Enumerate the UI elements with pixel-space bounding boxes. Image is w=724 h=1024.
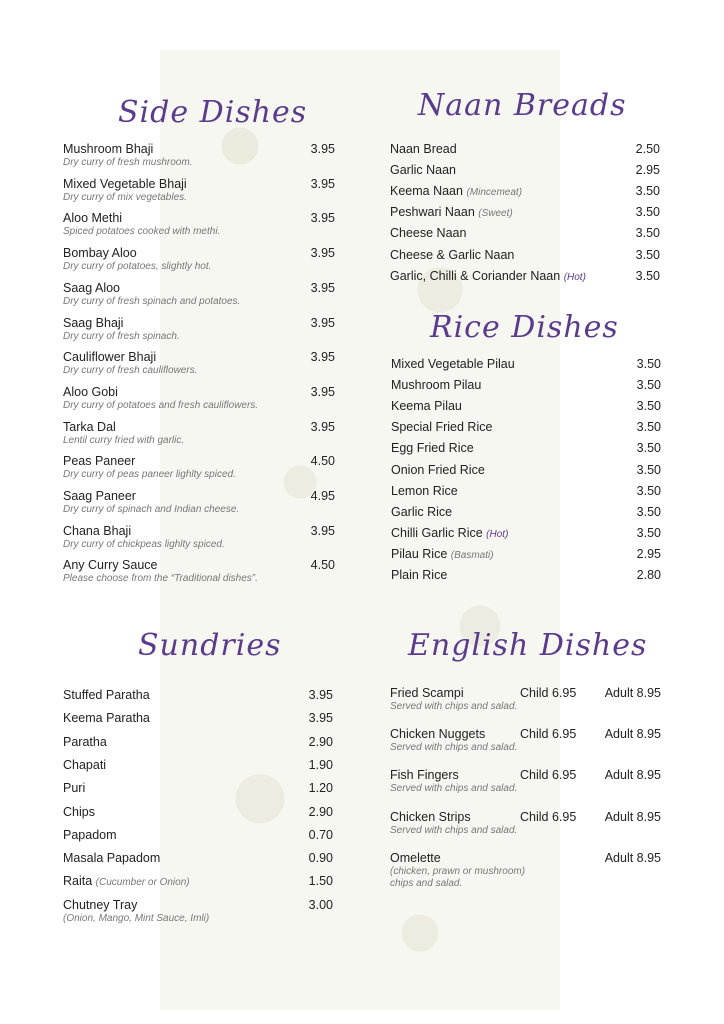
rice-item [391, 463, 661, 477]
rice-row [391, 441, 661, 455]
side-dish-price: 3.95 [310, 419, 335, 434]
side-dish-name: Tarka Dal [63, 419, 116, 434]
naan-item [390, 163, 660, 177]
sundry-name: Puri [63, 781, 86, 796]
rice-name-group [391, 420, 492, 434]
english-dish-adult-price: Adult 8.95 [604, 727, 661, 742]
naan-row [390, 205, 660, 219]
sundry-price: 3.95 [308, 688, 333, 702]
side-dish-description: Dry curry of spinach and Indian cheese. [63, 504, 240, 515]
rice-row [391, 420, 661, 434]
side-dish-item [63, 454, 335, 480]
side-dish-description: Dry curry of fresh spinach. [63, 330, 180, 342]
side-dish-price: 3.95 [310, 523, 335, 538]
rice-name: Chilli Garlic Rice [391, 525, 483, 540]
sundries-heading: Sundries [138, 628, 282, 663]
naan-item [390, 226, 660, 240]
english-dish-item [390, 768, 661, 794]
sundry-row [63, 805, 333, 819]
english-dish-item [390, 851, 661, 889]
side-dish-description: Dry curry of fresh mushroom. [63, 157, 193, 168]
side-dish-description: Dry curry of mix vegetables. [63, 191, 187, 203]
rice-row [391, 463, 661, 477]
side-dish-item [63, 281, 335, 307]
rice-row [391, 526, 661, 540]
english-dish-name: Chicken Nuggets [390, 727, 486, 742]
rice-item [391, 441, 661, 455]
naan-name-group [390, 142, 457, 156]
rice-row [391, 484, 661, 498]
naan-price: 3.50 [635, 226, 660, 241]
rice-name: Onion Fried Rice [391, 462, 485, 477]
side-dish-name: Saag Aloo [63, 280, 120, 295]
naan-row [390, 184, 660, 198]
side-dish-description: Dry curry of fresh cauliflowers. [63, 365, 198, 377]
sundry-row [63, 874, 333, 888]
side-dish-row [63, 489, 335, 503]
english-dish-description: Served with chips and salad. [390, 824, 518, 836]
rice-item [391, 378, 661, 392]
naan-row [390, 226, 660, 240]
sundry-name: Chapati [63, 757, 107, 772]
side-dish-item [63, 246, 335, 272]
side-dish-name: Mushroom Bhaji [63, 142, 154, 156]
side-dish-item [63, 489, 335, 515]
naan-note: (Mincemeat) [466, 187, 523, 199]
side-dish-description: Dry curry of potatoes, slightly hot. [63, 261, 212, 273]
side-dish-price: 4.50 [310, 558, 335, 573]
sundry-name-group [63, 805, 95, 819]
rice-name: Garlic Rice [391, 504, 453, 519]
side-dish-name: Chana Bhaji [63, 523, 132, 538]
side-dish-row [63, 142, 335, 156]
sundry-row [63, 898, 333, 912]
sundry-name: Paratha [63, 734, 107, 749]
rice-price: 2.80 [636, 568, 661, 582]
sundry-item [63, 898, 333, 924]
side-dish-price: 3.95 [310, 315, 335, 330]
side-dish-description: Dry curry of potatoes and fresh cauliflowers. [63, 399, 259, 411]
side-dish-row [63, 281, 335, 295]
side-dish-price: 4.95 [310, 489, 335, 503]
side-dish-price: 3.95 [310, 384, 335, 399]
rice-name-group [391, 399, 462, 413]
english-dish-item [390, 810, 661, 836]
side-dish-description: Please choose from the “Traditional dishes”. [63, 573, 258, 585]
english-dish-child-price: Child 6.95 [520, 768, 577, 783]
naan-price: 2.95 [635, 163, 660, 178]
rice-item [391, 547, 661, 561]
english-dish-description-2: chips and salad. [390, 877, 463, 889]
sundry-price: 1.90 [308, 757, 333, 772]
rice-item [391, 357, 661, 371]
rice-name-group [391, 357, 515, 371]
sundry-name-group [63, 828, 117, 842]
english-dish-child-price: Child 6.95 [520, 809, 577, 824]
sundry-name-group [63, 874, 190, 888]
english-dish-row [390, 768, 661, 782]
rice-name: Keema Pilau [391, 399, 462, 414]
side-dish-price: 3.95 [310, 176, 335, 191]
rice-row [391, 378, 661, 392]
naan-name-group [390, 226, 466, 240]
side-dish-price: 4.50 [310, 454, 335, 469]
rice-name-group [391, 547, 494, 561]
side-dish-name: Saag Paneer [63, 489, 136, 503]
naan-item [390, 248, 660, 262]
english-dish-child-price: Child 6.95 [520, 727, 577, 742]
sundry-note: (Cucumber or Onion) [95, 877, 190, 889]
naan-item [390, 184, 660, 198]
english-dishes-heading: English Dishes [408, 628, 648, 663]
sundry-name: Chips [63, 804, 95, 819]
sundry-row [63, 711, 333, 725]
sundry-row [63, 851, 333, 865]
side-dish-name: Peas Paneer [63, 454, 136, 469]
sundry-name: Keema Paratha [63, 711, 150, 726]
side-dish-price: 3.95 [310, 246, 335, 261]
side-dish-row [63, 246, 335, 260]
naan-row [390, 269, 660, 283]
side-dish-description: Dry curry of fresh spinach and potatoes. [63, 295, 241, 307]
rice-price: 3.50 [636, 462, 661, 477]
rice-name: Plain Rice [391, 568, 448, 582]
sundry-name-group [63, 781, 85, 795]
side-dishes-heading: Side Dishes [118, 95, 308, 130]
side-dish-item [63, 385, 335, 411]
rice-row [391, 547, 661, 561]
rice-name: Pilau Rice [391, 546, 448, 561]
rice-name-group [391, 463, 485, 477]
sundry-name: Chutney Tray [63, 897, 138, 912]
naan-price: 3.50 [635, 247, 660, 262]
sundry-name-group [63, 851, 160, 865]
english-dish-adult-price: Adult 8.95 [604, 768, 661, 783]
sundry-name: Masala Papadom [63, 851, 161, 866]
rice-row [391, 357, 661, 371]
naan-name-group [390, 184, 522, 198]
rice-note: (Hot) [486, 528, 509, 540]
naan-name: Cheese & Garlic Naan [390, 247, 515, 262]
rice-name-group [391, 441, 474, 455]
side-dish-description: Lentil curry fried with garlic. [63, 434, 185, 446]
sundry-price: 0.70 [308, 827, 333, 842]
naan-item [390, 269, 660, 283]
naan-item [390, 205, 660, 219]
sundry-name: Raita [63, 874, 93, 889]
rice-name: Mixed Vegetable Pilau [391, 357, 515, 371]
sundry-item [63, 688, 333, 702]
side-dish-name: Aloo Methi [63, 211, 123, 226]
english-dish-child-price: Child 6.95 [520, 686, 577, 700]
rice-note: (Basmati) [450, 549, 494, 561]
side-dish-row [63, 316, 335, 330]
english-dish-row [390, 810, 661, 824]
sundry-row [63, 735, 333, 749]
sundry-item [63, 758, 333, 772]
english-dish-item [390, 686, 661, 712]
rice-item [391, 399, 661, 413]
naan-row [390, 248, 660, 262]
side-dish-name: Mixed Vegetable Bhaji [63, 176, 187, 191]
english-dish-row [390, 686, 661, 700]
sundry-item [63, 874, 333, 888]
side-dish-item [63, 142, 335, 168]
side-dish-price: 3.95 [310, 142, 335, 156]
rice-name: Egg Fried Rice [391, 441, 474, 456]
sundry-name-group [63, 735, 107, 749]
english-dish-name: Omelette [390, 850, 441, 865]
sundry-price: 1.50 [308, 874, 333, 889]
rice-name-group [391, 526, 508, 540]
sundry-price: 2.90 [308, 734, 333, 749]
sundry-item [63, 711, 333, 725]
english-dish-description: Served with chips and salad. [390, 783, 518, 795]
rice-name-group [391, 378, 481, 392]
rice-price: 3.50 [636, 504, 661, 519]
rice-row [391, 505, 661, 519]
sundry-name-group [63, 711, 150, 725]
side-dish-price: 3.95 [310, 350, 335, 365]
sundry-row [63, 828, 333, 842]
side-dish-row [63, 211, 335, 225]
sundry-row [63, 781, 333, 795]
side-dish-item [63, 420, 335, 446]
naan-name: Naan Bread [390, 142, 457, 156]
naan-breads-heading: Naan Breads [418, 88, 627, 123]
naan-name: Garlic, Chilli & Coriander Naan [390, 268, 561, 283]
sundry-price: 3.00 [308, 897, 333, 912]
side-dish-price: 3.95 [310, 211, 335, 226]
naan-note: (Sweet) [478, 208, 513, 220]
english-dish-item [390, 727, 661, 753]
rice-name-group [391, 484, 458, 498]
sundry-item [63, 735, 333, 749]
naan-price: 3.50 [635, 268, 660, 283]
naan-row [390, 163, 660, 177]
sundry-item [63, 805, 333, 819]
naan-name: Garlic Naan [390, 163, 456, 178]
english-dish-row [390, 727, 661, 741]
sundry-item [63, 828, 333, 842]
side-dish-description: Dry curry of chickpeas lighlty spiced. [63, 538, 225, 550]
naan-item [390, 142, 660, 156]
naan-note: (Hot) [563, 271, 586, 283]
sundry-price: 0.90 [308, 851, 333, 866]
side-dish-name: Bombay Aloo [63, 246, 137, 261]
sundry-row [63, 688, 333, 702]
side-dish-item [63, 558, 335, 584]
sundry-row [63, 758, 333, 772]
side-dish-item [63, 350, 335, 376]
rice-item [391, 420, 661, 434]
rice-price: 2.95 [636, 546, 661, 561]
rice-name: Special Fried Rice [391, 420, 493, 435]
naan-name: Keema Naan [390, 184, 463, 199]
rice-row [391, 399, 661, 413]
side-dish-name: Cauliflower Bhaji [63, 350, 157, 365]
side-dish-price: 3.95 [310, 280, 335, 295]
sundry-price: 1.20 [308, 781, 333, 796]
rice-name-group [391, 568, 447, 582]
side-dish-row [63, 524, 335, 538]
sundry-item [63, 851, 333, 865]
rice-price: 3.50 [636, 357, 661, 371]
english-dish-description: (chicken, prawn or mushroom) [390, 865, 526, 877]
rice-price: 3.50 [636, 483, 661, 498]
rice-item [391, 505, 661, 519]
english-dish-adult-price: Adult 8.95 [604, 850, 661, 865]
side-dish-row [63, 420, 335, 434]
sundry-name-group [63, 688, 150, 702]
english-dish-row [390, 851, 661, 865]
rice-price: 3.50 [636, 420, 661, 435]
english-dish-adult-price: Adult 8.95 [604, 686, 661, 700]
rice-price: 3.50 [636, 399, 661, 414]
english-dish-name: Chicken Strips [390, 809, 471, 824]
side-dish-row [63, 177, 335, 191]
side-dish-row [63, 558, 335, 572]
rice-name-group [391, 505, 452, 519]
sundry-description: (Onion, Mango, Mint Sauce, Imli) [63, 912, 210, 924]
naan-name-group [390, 248, 514, 262]
english-dish-description: Served with chips and salad. [390, 701, 518, 712]
side-dish-item [63, 177, 335, 203]
sundry-item [63, 781, 333, 795]
sundry-name: Papadom [63, 827, 117, 842]
naan-price: 3.50 [635, 205, 660, 220]
rice-price: 3.50 [636, 441, 661, 456]
english-dish-name: Fish Fingers [390, 768, 459, 783]
naan-price: 3.50 [635, 184, 660, 199]
naan-row [390, 142, 660, 156]
rice-price: 3.50 [636, 525, 661, 540]
sundry-name: Stuffed Paratha [63, 688, 150, 702]
rice-price: 3.50 [636, 378, 661, 393]
sundry-price: 2.90 [308, 804, 333, 819]
side-dish-row [63, 385, 335, 399]
sundry-name-group [63, 898, 137, 912]
side-dish-description: Spiced potatoes cooked with methi. [63, 226, 221, 238]
side-dish-name: Any Curry Sauce [63, 558, 158, 573]
rice-name: Mushroom Pilau [391, 378, 482, 393]
rice-item [391, 568, 661, 582]
sundry-name-group [63, 758, 106, 772]
naan-price: 2.50 [635, 142, 660, 156]
side-dish-item [63, 211, 335, 237]
english-dish-description: Served with chips and salad. [390, 742, 518, 754]
rice-item [391, 526, 661, 540]
naan-name: Peshwari Naan [390, 205, 475, 220]
english-dish-name: Fried Scampi [390, 686, 464, 700]
naan-name-group [390, 205, 513, 219]
side-dish-row [63, 454, 335, 468]
naan-name: Cheese Naan [390, 226, 467, 241]
rice-item [391, 484, 661, 498]
side-dish-row [63, 350, 335, 364]
side-dish-item [63, 524, 335, 550]
naan-name-group [390, 269, 586, 283]
side-dish-description: Dry curry of peas paneer lighlty spiced. [63, 469, 236, 481]
rice-row [391, 568, 661, 582]
rice-dishes-heading: Rice Dishes [430, 310, 619, 345]
side-dish-item [63, 316, 335, 342]
rice-name: Lemon Rice [391, 483, 458, 498]
naan-name-group [390, 163, 456, 177]
side-dish-name: Aloo Gobi [63, 384, 118, 399]
english-dish-adult-price: Adult 8.95 [604, 809, 661, 824]
side-dish-name: Saag Bhaji [63, 315, 124, 330]
sundry-price: 3.95 [308, 711, 333, 726]
